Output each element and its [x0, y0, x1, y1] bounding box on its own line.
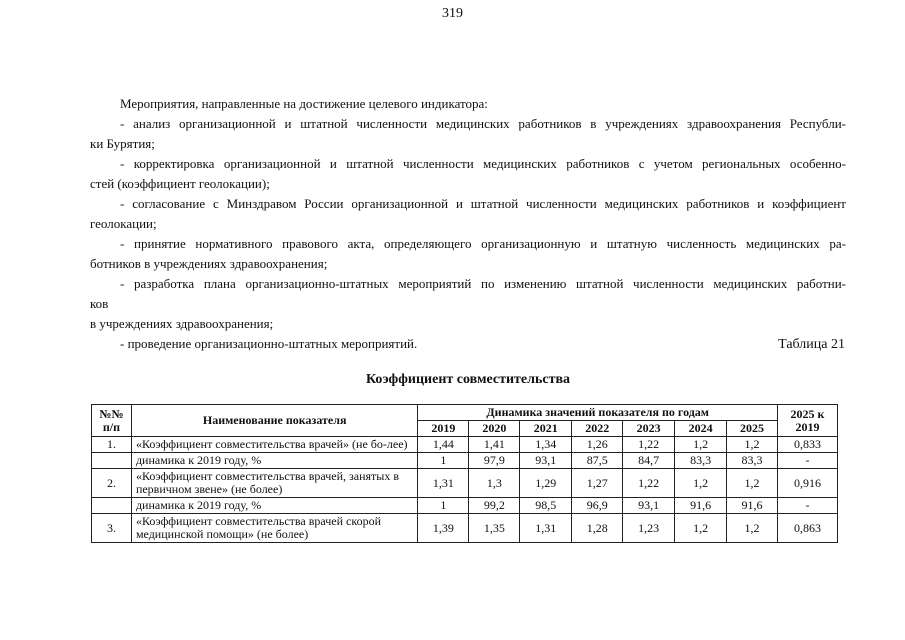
row-num	[92, 453, 132, 469]
body-text	[90, 94, 846, 354]
bullet-4-line-1: - принятие нормативного правового акта, определяющего организационную и штатную численность медицинских ра-	[120, 236, 846, 251]
row-num: 1.	[92, 437, 132, 453]
row-target: -	[777, 453, 837, 469]
header-year: 2020	[469, 421, 520, 437]
header-name: Наименование показателя	[131, 405, 417, 437]
row-value: 1,29	[520, 469, 572, 498]
table-title: Коэффициент совместительства	[365, 372, 571, 387]
row-value: 1,2	[727, 469, 778, 498]
row-value: 1,3	[469, 469, 520, 498]
row-value: 1,26	[572, 437, 623, 453]
row-num: 2.	[92, 469, 132, 498]
row-value: 91,6	[675, 498, 727, 514]
row-value: 97,9	[469, 453, 520, 469]
row-target: 0,833	[777, 437, 837, 453]
row-value: 1,2	[727, 437, 778, 453]
row-target: 0,916	[777, 469, 837, 498]
row-name: «Коэффициент совместительства врачей» (не бо-лее)	[131, 437, 417, 453]
row-value: 1,22	[623, 437, 675, 453]
row-value: 1,41	[469, 437, 520, 453]
bullet-5-line-1: - разработка плана организационно-штатных мероприятий по изменению штатной численности медицинских работни-	[120, 276, 846, 291]
row-target: 0,863	[777, 514, 837, 543]
row-name: «Коэффициент совместительства врачей скорой медицинской помощи» (не более)	[131, 514, 417, 543]
table-row	[92, 469, 838, 498]
bullet-5-line-3: в учреждениях здравоохранения;	[90, 316, 274, 331]
row-value: 87,5	[572, 453, 623, 469]
header-year: 2025	[727, 421, 778, 437]
bullet-3-line-1: - согласование с Минздравом России организационной и штатной численности медицинских работников и коэффициент	[120, 196, 846, 211]
bullet-4-line-2: ботников в учреждениях здравоохранения;	[90, 256, 328, 271]
header-year: 2019	[418, 421, 469, 437]
row-value: 1	[418, 453, 469, 469]
indicator-table	[91, 404, 838, 543]
bullet-6: - проведение организационно-штатных мероприятий.	[120, 336, 418, 351]
row-target: -	[777, 498, 837, 514]
row-value: 1,27	[572, 469, 623, 498]
row-value: 1,44	[418, 437, 469, 453]
row-value: 83,3	[727, 453, 778, 469]
header-year: 2022	[572, 421, 623, 437]
row-value: 98,5	[520, 498, 572, 514]
row-value: 1,28	[572, 514, 623, 543]
row-value: 96,9	[572, 498, 623, 514]
row-value: 1	[418, 498, 469, 514]
row-value: 1,23	[623, 514, 675, 543]
row-value: 1,31	[418, 469, 469, 498]
page-number: 319	[442, 6, 463, 21]
row-value: 1,34	[520, 437, 572, 453]
intro-paragraph: Мероприятия, направленные на достижение целевого индикатора:	[120, 96, 488, 111]
row-value: 1,2	[675, 437, 727, 453]
bullet-1-line-2: ки Бурятия;	[90, 136, 155, 151]
row-value: 93,1	[520, 453, 572, 469]
row-value: 1,31	[520, 514, 572, 543]
header-year: 2023	[623, 421, 675, 437]
row-value: 91,6	[727, 498, 778, 514]
bullet-2-line-1: - корректировка организационной и штатной численности медицинских работников с учетом региональных особенно-	[120, 156, 846, 171]
row-value: 83,3	[675, 453, 727, 469]
header-dynamics: Динамика значений показателя по годам	[418, 405, 778, 421]
row-name: динамика к 2019 году, %	[131, 453, 417, 469]
bullet-3-line-2: геолокации;	[90, 216, 157, 231]
row-value: 1,35	[469, 514, 520, 543]
table-row	[92, 453, 838, 469]
row-name: динамика к 2019 году, %	[131, 498, 417, 514]
row-num	[92, 498, 132, 514]
row-num: 3.	[92, 514, 132, 543]
bullet-1-line-1: - анализ организационной и штатной численности медицинских работников в учреждениях здравоохранения Республи-	[120, 116, 846, 131]
row-value: 1,2	[675, 469, 727, 498]
header-year: 2021	[520, 421, 572, 437]
table-row	[92, 514, 838, 543]
table-row	[92, 437, 838, 453]
bullet-2-line-2: стей (коэффициент геолокации);	[90, 176, 270, 191]
table-row	[92, 498, 838, 514]
header-num: №№ п/п	[92, 405, 132, 437]
row-value: 93,1	[623, 498, 675, 514]
row-value: 1,2	[727, 514, 778, 543]
row-value: 1,2	[675, 514, 727, 543]
row-value: 99,2	[469, 498, 520, 514]
header-target: 2025 к 2019	[777, 405, 837, 437]
row-value: 1,22	[623, 469, 675, 498]
row-name: «Коэффициент совместительства врачей, занятых в первичном звене» (не более)	[131, 469, 417, 498]
header-year: 2024	[675, 421, 727, 437]
bullet-5-line-2: ков	[90, 296, 109, 311]
header-row-top	[92, 405, 838, 421]
row-value: 84,7	[623, 453, 675, 469]
row-value: 1,39	[418, 514, 469, 543]
table-label: Таблица 21	[778, 337, 845, 352]
